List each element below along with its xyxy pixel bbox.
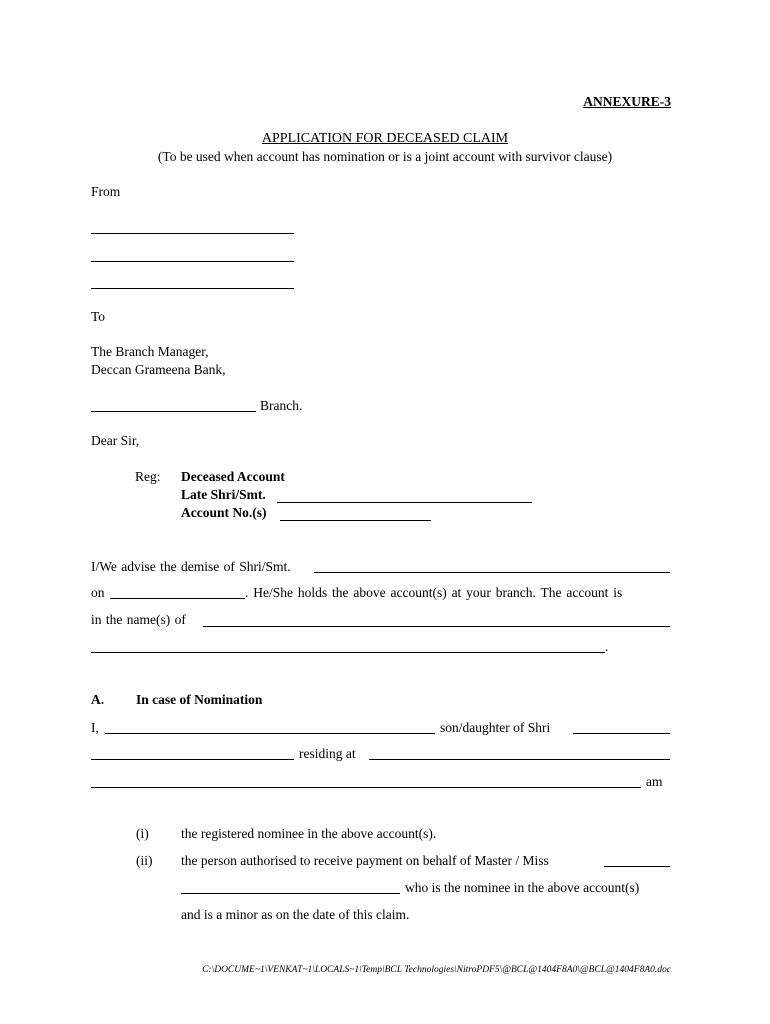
deceased-name-blank[interactable] [314, 572, 670, 573]
address-blank-2[interactable] [91, 787, 641, 788]
claimant-i-label: I, [91, 720, 99, 735]
from-address-line-3[interactable] [91, 288, 294, 289]
reg-label: Reg: [135, 469, 161, 484]
from-label: From [91, 184, 121, 199]
minor-name-blank-1[interactable] [604, 866, 670, 867]
addressee-line-1: The Branch Manager, [91, 344, 209, 359]
son-daughter-label: son/daughter of Shri [440, 720, 551, 735]
section-a-marker: A. [91, 692, 105, 707]
branch-name-blank[interactable] [91, 411, 256, 412]
file-path-footer: C:\DOCUME~1\VENKAT~1\LOCALS~1\Temp\BCL Technologies\NitroPDF5\@BCL@1404F8A0\@BCL@1404F8A0.doc [202, 965, 671, 975]
father-name-blank-1[interactable] [573, 733, 670, 734]
date-of-death-blank[interactable] [110, 598, 245, 599]
annexure-label: ANNEXURE-3 [583, 94, 671, 109]
item-2-line-3: and is a minor as on the date of this claim. [181, 907, 410, 922]
demise-text: I/We advise the demise of Shri/Smt. [91, 559, 291, 574]
address-blank-1[interactable] [369, 759, 670, 760]
section-a-heading: In case of Nomination [136, 692, 263, 707]
from-address-line-1[interactable] [91, 233, 294, 234]
item-1-number: (i) [136, 826, 149, 841]
claimant-name-blank[interactable] [105, 733, 435, 734]
account-names-blank-1[interactable] [203, 626, 670, 627]
father-name-blank-2[interactable] [91, 759, 294, 760]
am-label: am [646, 774, 663, 789]
minor-name-blank-2[interactable] [181, 893, 400, 894]
residing-at-label: residing at [299, 746, 356, 761]
item-2-number: (ii) [136, 853, 153, 868]
names-period: . [605, 639, 609, 654]
holds-account-text: . He/She holds the above account(s) at your branch. The account is [245, 585, 623, 600]
item-1-text: the registered nominee in the above account(s). [181, 826, 437, 841]
from-address-line-2[interactable] [91, 261, 294, 262]
addressee-line-2: Deccan Grameena Bank, [91, 362, 226, 377]
on-label: on [91, 585, 105, 600]
reg-account-no-label: Account No.(s) [181, 505, 267, 520]
account-no-blank[interactable] [280, 520, 431, 521]
item-2-text: the person authorised to receive payment on behalf of Master / Miss [181, 853, 549, 868]
salutation: Dear Sir, [91, 433, 140, 448]
names-of-label: in the name(s) of [91, 612, 186, 627]
reg-late-shri-label: Late Shri/Smt. [181, 487, 266, 502]
reg-deceased-account: Deceased Account [181, 469, 285, 484]
late-shri-name-blank[interactable] [277, 502, 532, 503]
to-label: To [91, 309, 106, 324]
account-names-blank-2[interactable] [91, 652, 605, 653]
branch-suffix: Branch. [260, 398, 303, 413]
item-2-line-2: who is the nominee in the above account(s) [405, 880, 640, 895]
document-subtitle: (To be used when account has nomination or is a joint account with survivor clause) [157, 149, 613, 164]
document-title: APPLICATION FOR DECEASED CLAIM [261, 131, 509, 146]
